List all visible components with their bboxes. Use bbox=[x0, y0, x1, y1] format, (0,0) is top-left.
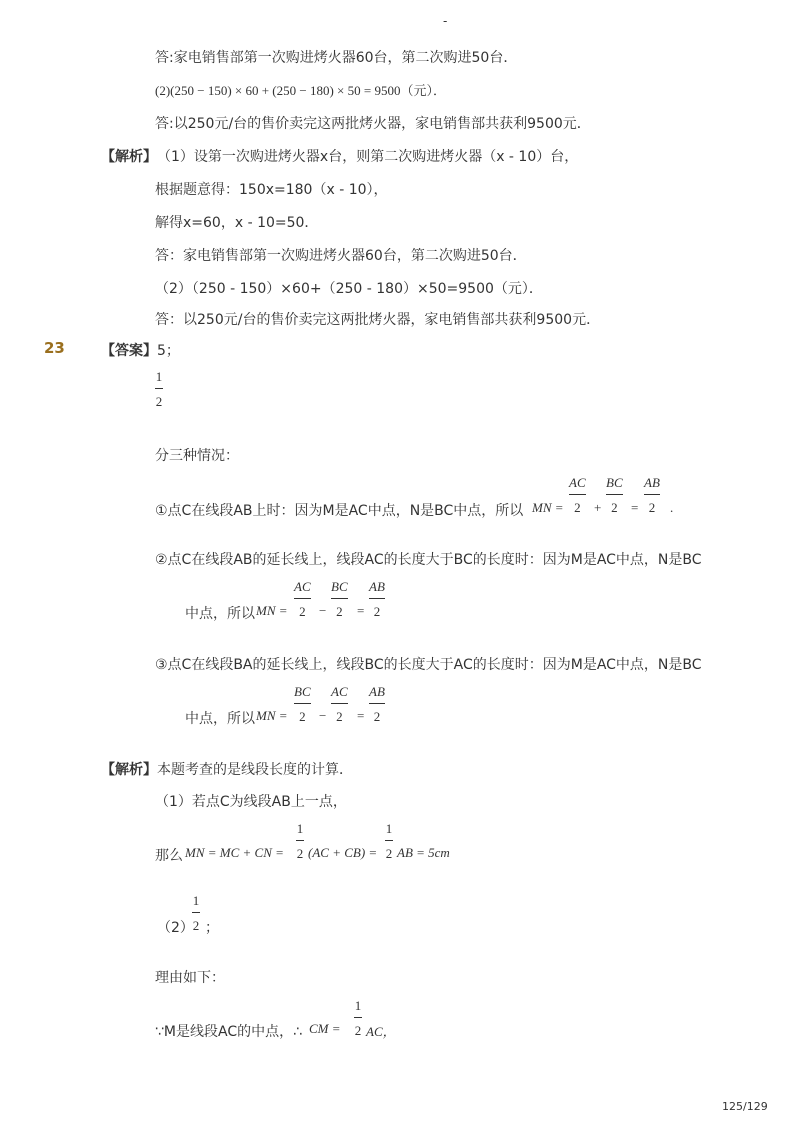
frac-denominator: 2 bbox=[385, 846, 393, 861]
frac-numerator: AC bbox=[294, 579, 311, 594]
frac-denominator: 2 bbox=[299, 709, 306, 724]
frac-numerator: BC bbox=[294, 684, 311, 699]
answer-first: 5； bbox=[157, 343, 180, 359]
analysis-label: 【解析】 bbox=[101, 762, 157, 778]
frac-denominator: 2 bbox=[299, 604, 306, 619]
frac-denominator: 2 bbox=[336, 709, 343, 724]
part1-text: （1）若点C为线段AB上一点， bbox=[155, 794, 347, 810]
frac-denominator: 2 bbox=[574, 500, 581, 515]
case1-op-plus: + bbox=[594, 500, 602, 515]
case3-text: ③点C在线段BA的延长线上，线段BC的长度大于AC的长度时：因为M是AC中点，N是BC bbox=[155, 657, 702, 673]
prev-analysis-line1: （1）设第一次购进烤火器x台，则第二次购进烤火器（x - 10）台， bbox=[157, 149, 579, 165]
part2-frac bbox=[192, 890, 200, 935]
answer-label: 【答案】 bbox=[101, 343, 157, 359]
reason-label: 理由如下： bbox=[155, 970, 225, 986]
frac-numerator: 1 bbox=[296, 821, 304, 836]
frac-denominator: 2 bbox=[373, 709, 381, 724]
answer-fraction bbox=[155, 366, 163, 411]
case1-text: ①点C在线段AB上时：因为M是AC中点，N是BC中点，所以 bbox=[155, 503, 524, 519]
prev-analysis-line4: 答：家电销售部第一次购进烤火器60台，第二次购进50台． bbox=[155, 248, 527, 264]
frac-denominator: 2 bbox=[648, 500, 656, 515]
page-number: 125/129 bbox=[722, 1100, 768, 1113]
fraction-numerator: 1 bbox=[155, 369, 163, 384]
case1-lhs: MN = bbox=[532, 500, 564, 515]
case2-frac-1 bbox=[294, 576, 311, 621]
frac-numerator: AC bbox=[569, 475, 586, 490]
analysis-intro: 本题考查的是线段长度的计算． bbox=[157, 762, 353, 778]
part1-prefix: 那么 bbox=[155, 848, 183, 864]
prev-analysis-line5: （2）（250 - 150）×60+（250 - 180）×50=9500（元）． bbox=[155, 281, 543, 297]
case3-frac-1 bbox=[294, 681, 311, 726]
part1-frac-2 bbox=[385, 818, 393, 863]
because-text: ∵M是线段AC的中点，∴ bbox=[155, 1024, 302, 1040]
case2-frac-3 bbox=[369, 576, 385, 621]
case3-lhs: MN = bbox=[256, 708, 288, 723]
frac-numerator: AB bbox=[644, 475, 660, 490]
part1-frac-1 bbox=[296, 818, 304, 863]
case2-prefix: 中点，所以 bbox=[185, 606, 255, 622]
case3-frac-2 bbox=[331, 681, 348, 726]
case1-frac-2 bbox=[606, 472, 623, 517]
part1-expr-c: AB = 5cm bbox=[397, 845, 450, 860]
frac-denominator: 2 bbox=[373, 604, 381, 619]
prev-answer-formula: (2)(250 − 150) × 60 + (250 − 180) × 50 = 9500（元）． bbox=[155, 83, 446, 98]
frac-denominator: 2 bbox=[192, 918, 200, 933]
because-frac bbox=[354, 995, 362, 1040]
part2-prefix: （2） bbox=[157, 920, 194, 936]
prev-analysis-line6: 答：以250元/台的售价卖完这两批烤火器，家电销售部共获利9500元． bbox=[155, 312, 601, 328]
case2-op-minus: − bbox=[319, 603, 327, 618]
frac-numerator: AC bbox=[331, 684, 348, 699]
header-mark: - bbox=[443, 14, 448, 28]
prev-analysis-line3: 解得x=60，x - 10=50． bbox=[155, 215, 319, 231]
case1-period: . bbox=[670, 500, 674, 515]
frac-numerator: AB bbox=[369, 684, 385, 699]
cases-intro: 分三种情况： bbox=[155, 448, 239, 464]
frac-denominator: 2 bbox=[296, 846, 304, 861]
frac-numerator: 1 bbox=[192, 893, 200, 908]
case3-prefix: 中点，所以 bbox=[185, 711, 255, 727]
prev-analysis-line2: 根据题意得：150x=180（x - 10）， bbox=[155, 182, 388, 198]
frac-numerator: 1 bbox=[354, 998, 362, 1013]
case2-lhs: MN = bbox=[256, 603, 288, 618]
part1-expr-a: MN = MC + CN = bbox=[185, 845, 284, 860]
question-number: 23 bbox=[44, 339, 65, 357]
frac-denominator: 2 bbox=[354, 1023, 362, 1038]
fraction-denominator: 2 bbox=[155, 394, 163, 409]
frac-numerator: 1 bbox=[385, 821, 393, 836]
case2-op-equals: = bbox=[357, 603, 365, 618]
part1-expr-b: (AC + CB) = bbox=[308, 845, 378, 860]
prev-answer-line1: 答:家电销售部第一次购进烤火器60台，第二次购进50台． bbox=[155, 50, 518, 66]
case1-op-equals: = bbox=[631, 500, 639, 515]
frac-numerator: AB bbox=[369, 579, 385, 594]
case3-op-equals: = bbox=[357, 708, 365, 723]
case3-op-minus: − bbox=[319, 708, 327, 723]
case2-frac-2 bbox=[331, 576, 348, 621]
frac-numerator: BC bbox=[606, 475, 623, 490]
part2-suffix: ； bbox=[205, 920, 219, 936]
prev-answer-line3: 答:以250元/台的售价卖完这两批烤火器，家电销售部共获利9500元． bbox=[155, 116, 591, 132]
case2-text: ②点C在线段AB的延长线上，线段AC的长度大于BC的长度时：因为M是AC中点，N是BC bbox=[155, 552, 702, 568]
case1-frac-3 bbox=[644, 472, 660, 517]
frac-denominator: 2 bbox=[611, 500, 618, 515]
because-tail: AC， bbox=[366, 1024, 396, 1039]
frac-denominator: 2 bbox=[336, 604, 343, 619]
prev-analysis-label: 【解析】 bbox=[101, 149, 157, 165]
because-expr: CM = bbox=[309, 1021, 341, 1036]
frac-numerator: BC bbox=[331, 579, 348, 594]
case1-frac-1 bbox=[569, 472, 586, 517]
case3-frac-3 bbox=[369, 681, 385, 726]
